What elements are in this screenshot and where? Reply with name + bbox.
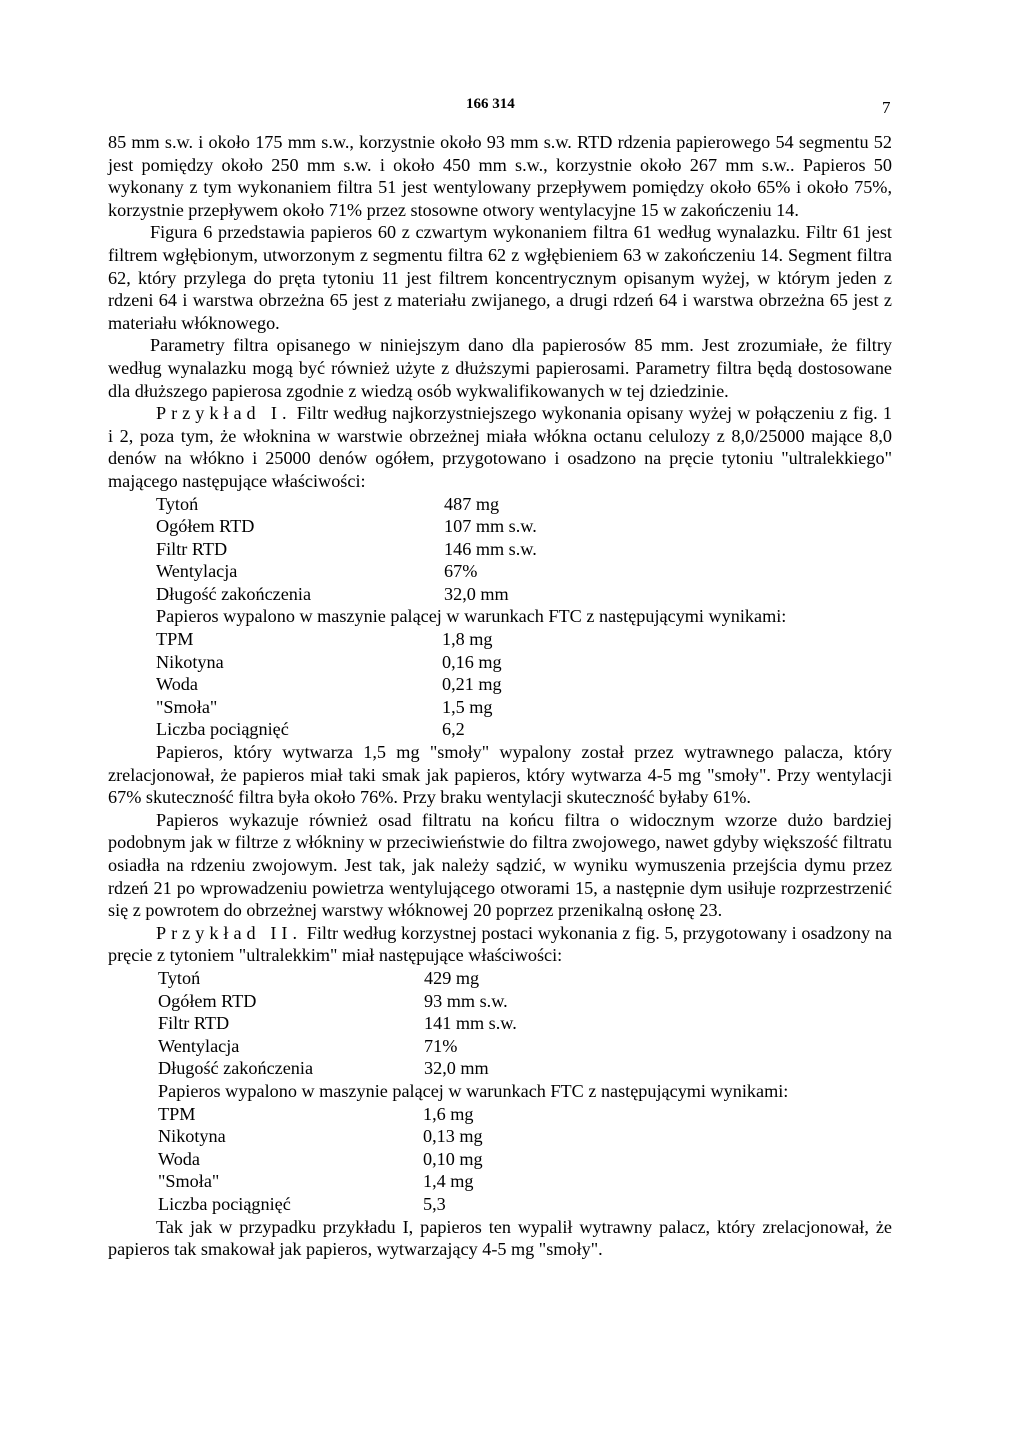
- example-2-properties-table: [108, 967, 517, 1080]
- table-row: [108, 583, 537, 606]
- example-2-results-table: [108, 1103, 483, 1216]
- result-label: TPM: [158, 1103, 196, 1124]
- page-number: 7: [882, 98, 891, 117]
- example-2-text: Filtr według korzystnej postaci wykonania z fig. 5, przygotowany i osadzony na pręcie z tytoniem "ultralekkim" miał następujące właściwości:: [108, 922, 892, 966]
- property-value: 107 mm s.w.: [444, 516, 537, 537]
- result-label: Woda: [158, 1148, 200, 1169]
- example-1-conclusion: Papieros, który wytwarza 1,5 mg "smoły" wypalony został przez wytrawnego palacza, który zrelacjonował, że papieros miał taki smak jak papieros, który wytwarza 4-5 mg "smoły". Przy wentylacji 67% skuteczność filtra była około 76%. Przy braku wentylacji skuteczność byłaby 61%.: [108, 742, 892, 808]
- table-row: [108, 1148, 483, 1171]
- result-value: 0,13 mg: [423, 1126, 483, 1147]
- property-value: 141 mm s.w.: [424, 1013, 517, 1034]
- example-1-results-table: [108, 628, 502, 741]
- paragraph-example-1: [108, 402, 892, 492]
- property-label: Filtr RTD: [156, 538, 228, 559]
- table-row: [108, 1057, 517, 1080]
- result-label: "Smoła": [158, 1171, 220, 1192]
- property-label: Wentylacja: [158, 1035, 240, 1056]
- table-row: [108, 560, 537, 583]
- property-value: 32,0 mm: [444, 583, 509, 604]
- table-row: [108, 651, 502, 674]
- page-header: [0, 94, 1024, 118]
- paragraph-continuation: 85 mm s.w. i około 175 mm s.w., korzystnie około 93 mm s.w. RTD rdzenia papierowego 54 segmentu 52 jest pomiędzy około 250 mm s.w. i około 450 mm s.w., korzystnie około 267 mm s.w.. Papieros 50 wykonany z tym wykonaniem filtra 51 jest wentylowany przepływem pomiędzy około 65% i około 75%, korzystnie przepływem około 71% przez stosowne otwory wentylacyjne 15 w zakończeniu 14.: [108, 132, 892, 220]
- result-label: Nikotyna: [156, 651, 224, 672]
- example-1-text: Filtr według najkorzystniejszego wykonania opisany wyżej w połączeniu z fig. 1 i 2, poza tym, że włoknina w warstwie obrzeżnej miała włókna octanu celulozy z 8,0/25000 mające 8,0 denów na włókno i 25000 denów ogółem, przygotowano i osadzono na pręcie tytoniu "ultralekkiego" mającego następujące właściwości:: [108, 403, 892, 491]
- property-label: Długość zakończenia: [156, 583, 312, 604]
- result-label: Liczba pociągnięć: [156, 719, 289, 740]
- table-row: [108, 1035, 517, 1058]
- example-1-smoking-intro: Papieros wypalono w maszynie palącej w warunkach FTC z następującymi wynikami:: [156, 606, 787, 627]
- property-value: 71%: [424, 1035, 458, 1056]
- result-value: 1,8 mg: [442, 629, 493, 650]
- example-1-label: Przykład I.: [156, 403, 292, 424]
- property-label: Ogółem RTD: [156, 516, 255, 537]
- table-row: [108, 628, 502, 651]
- table-row: [108, 967, 517, 990]
- result-value: 1,6 mg: [423, 1103, 474, 1124]
- property-value: 67%: [444, 561, 478, 582]
- example-2-label: Przykład II.: [156, 922, 303, 943]
- table-row: [108, 673, 502, 696]
- table-row: [108, 696, 502, 719]
- result-label: Liczba pociągnięć: [158, 1193, 291, 1214]
- property-label: Tytoń: [156, 493, 199, 514]
- patent-number: 166 314: [466, 96, 515, 112]
- table-row: [108, 1125, 483, 1148]
- example-2-conclusion: Tak jak w przypadku przykładu I, papieros ten wypalił wytrawny palacz, który zrelacjonował, że papieros tak smakował jak papieros, wytwarzający 4-5 mg "smoły".: [108, 1216, 892, 1260]
- table-row: [108, 515, 537, 538]
- table-row: [108, 1193, 483, 1216]
- paragraph-parameters: Parametry filtra opisanego w niniejszym dano dla papierosów 85 mm. Jest zrozumiałe, że filtry według wynalazku mogą być również użyte z dłuższymi papierosami. Parametry filtra będą dostosowane dla dłuższego papierosa zgodnie z wiedzą osób wykwalifikowanych w tej dziedzinie.: [108, 335, 892, 401]
- example-2-smoking-intro: Papieros wypalono w maszynie palącej w warunkach FTC z następującymi wynikami:: [158, 1080, 789, 1101]
- property-value: 146 mm s.w.: [444, 538, 537, 559]
- example-1-properties-table: [108, 493, 537, 606]
- property-value: 93 mm s.w.: [424, 990, 508, 1011]
- property-label: Ogółem RTD: [158, 990, 257, 1011]
- result-value: 0,16 mg: [442, 651, 502, 672]
- table-row: [108, 538, 537, 561]
- table-row: [108, 1170, 483, 1193]
- property-value: 32,0 mm: [424, 1058, 489, 1079]
- result-label: TPM: [156, 629, 194, 650]
- property-label: Długość zakończenia: [158, 1058, 314, 1079]
- table-row: [108, 1103, 483, 1126]
- result-label: Nikotyna: [158, 1126, 226, 1147]
- result-value: 1,5 mg: [442, 696, 493, 717]
- table-row: [108, 990, 517, 1013]
- document-body: [108, 131, 892, 1261]
- result-value: 1,4 mg: [423, 1171, 474, 1192]
- property-value: 429 mg: [424, 967, 480, 988]
- table-row: [108, 1012, 517, 1035]
- property-label: Tytoń: [158, 967, 201, 988]
- result-value: 0,10 mg: [423, 1148, 483, 1169]
- paragraph-example-2: [108, 922, 892, 967]
- result-value: 5,3: [423, 1193, 446, 1214]
- table-row: [108, 493, 537, 516]
- table-row: [108, 718, 502, 741]
- result-label: "Smoła": [156, 696, 218, 717]
- property-label: Filtr RTD: [158, 1013, 230, 1034]
- result-value: 0,21 mg: [442, 674, 502, 695]
- paragraph-figure-6: Figura 6 przedstawia papieros 60 z czwartym wykonaniem filtra 61 według wynalazku. Filtr 61 jest filtrem wgłębionym, utworzonym z segmentu filtra 62 z wgłębieniem 63 w zakończeniu 14. Segment filtra 62, który przylega do pręta tytoniu 11 jest filtrem koncentrycznym opisanym wyżej, w którym jeden z rdzeni 64 i warstwa obrzeżna 65 jest z materiału zwijanego, a drugi rdzeń 64 i warstwa obrzeżna 65 jest z materiału włóknowego.: [108, 222, 892, 333]
- example-1-deposit: Papieros wykazuje również osad filtratu na końcu filtra o widocznym wzorze dużo bardziej podobnym jak w filtrze z włókniny w przeciwieństwie do filtra zwojowego, nawet gdyby większość filtratu osiadła na rdzeniu zwojowym. Jest tak, jak należy sądzić, w wyniku wymuszenia przejścia dymu przez rdzeń 21 po wprowadzeniu powietrza wentylującego otworami 15, a następnie dym usiłuje rozprzestrzenić się z powrotem do obrzeżnej warstwy włóknowej 20 poprzez przenikalną osłonę 23.: [108, 809, 892, 921]
- property-label: Wentylacja: [156, 561, 238, 582]
- result-value: 6,2: [442, 719, 465, 740]
- result-label: Woda: [156, 674, 198, 695]
- property-value: 487 mg: [444, 493, 500, 514]
